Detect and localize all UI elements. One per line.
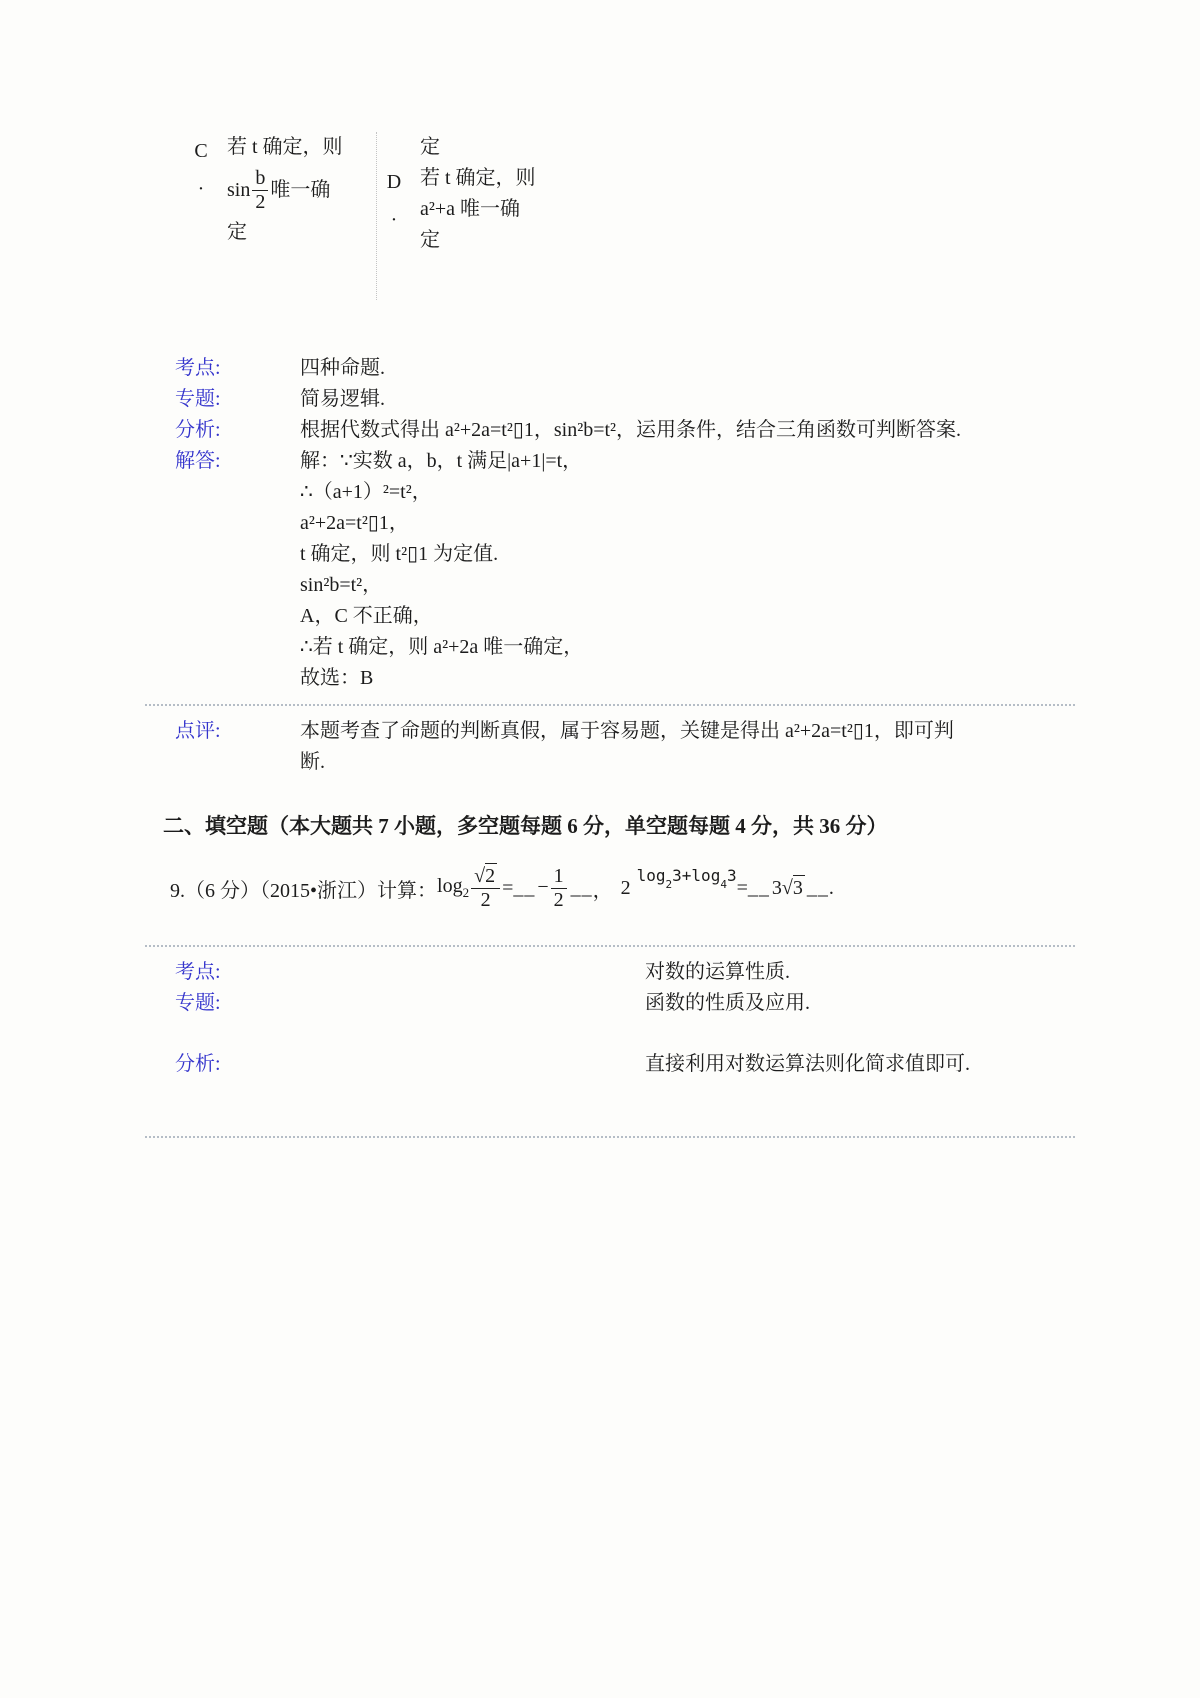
comment-row: [175, 716, 1090, 778]
topic-label: 专题:: [175, 388, 221, 410]
topic-value: 简易逻辑.: [300, 388, 385, 410]
equals-sign: =: [736, 876, 748, 899]
answer-3-sqrt-3: [772, 877, 805, 900]
option-c-letter: C: [194, 140, 208, 162]
exponent-subscript: 4: [720, 878, 727, 892]
answer-blank: __: [806, 876, 829, 899]
qa-block-2: [175, 945, 1090, 1138]
solution-value: [300, 446, 965, 694]
power-base-2: 2: [620, 876, 631, 899]
answer-blank: __: [747, 876, 770, 899]
question-9: [170, 859, 1090, 917]
comment-value: 本题考查了命题的判断真假，属于容易题，关键是得出 a²+2a=t²▯1，即可判断.: [300, 720, 954, 773]
radicand: 2: [485, 864, 496, 887]
option-c-line1: 若 t 确定，则: [227, 136, 343, 158]
fraction-numerator: b: [252, 168, 268, 191]
topic-label: 专题:: [175, 992, 221, 1014]
log-subscript: 2: [462, 885, 470, 900]
option-d-letter-column: [383, 132, 405, 300]
dotted-divider: [145, 704, 1075, 706]
topic-row: [175, 384, 1090, 415]
analysis-value: 直接利用对数运算法则化简求值即可.: [645, 1053, 970, 1075]
column-separator: [376, 132, 377, 300]
exponent-expression: $\log_23+\log_43$: [636, 865, 737, 892]
solution-row: [175, 446, 1090, 694]
options-table: [190, 132, 1090, 300]
log-base-2: $\log_2$: [437, 875, 470, 900]
exam-point-value: 对数的运算性质.: [645, 961, 790, 983]
fraction-denominator: 2: [480, 888, 491, 911]
fraction-denominator: 2: [553, 888, 564, 911]
fraction-b-over-2: [252, 168, 268, 213]
analysis-label: 分析:: [175, 419, 221, 441]
answer-blank: __: [513, 876, 536, 899]
topic-value: 函数的性质及应用.: [645, 992, 810, 1014]
analysis-value: 根据代数式得出 a²+2a=t²▯1，sin²b=t²，运用条件，结合三角函数可判断答案.: [300, 419, 962, 441]
sin-label: sin: [227, 178, 251, 201]
option-c-formula-line: [227, 163, 343, 217]
solution-line: sin²b=t²，: [300, 574, 383, 596]
option-c-after-fraction: 唯一确: [270, 178, 331, 201]
solution-line: ∴若 t 确定，则 a²+2a 唯一确定，: [300, 636, 584, 658]
solution-line: A，C 不正确，: [300, 605, 433, 627]
exponent-subscript: 2: [665, 878, 673, 892]
option-d-text: [405, 132, 536, 300]
fraction-1-over-2: [551, 866, 567, 911]
answer-negative-half: [537, 866, 568, 911]
topic-row: [175, 988, 1090, 1019]
option-c-line3: 定: [227, 221, 247, 243]
fraction-denominator: 2: [255, 190, 266, 213]
solution-label: 解答:: [175, 450, 221, 472]
solution-line: ∴（a+1）²=t²，: [300, 481, 432, 503]
spacer: [175, 330, 1090, 353]
period: .: [828, 876, 834, 899]
analysis-label: 分析:: [175, 1053, 221, 1075]
option-d-letter: D: [386, 171, 402, 193]
fraction-numerator: 1: [551, 866, 567, 889]
section-heading: 二、填空题（本大题共 7 小题，多空题每题 6 分，单空题每题 4 分，共 36 分）: [163, 814, 888, 838]
radicand: 3: [792, 876, 803, 899]
question-9-prefix: 9.（6 分）（2015•浙江）计算：: [170, 879, 438, 902]
option-d-dot: ·: [390, 209, 398, 231]
solution-line: t 确定，则 t²▯1 为定值.: [300, 543, 499, 565]
analysis-row: [175, 415, 1090, 446]
analysis-row: [175, 1049, 1090, 1080]
solution-line: 故选：B: [300, 667, 374, 689]
option-c-text: [212, 132, 343, 300]
option-d-line3: 定: [420, 229, 440, 251]
exam-point-label: 考点:: [175, 961, 221, 983]
fraction-sqrt2-over-2: [471, 866, 500, 911]
exam-point-row: [175, 957, 1090, 988]
solution-line: 解：∵实数 a，b，t 满足|a+1|=t，: [300, 450, 583, 472]
comma: ，: [592, 879, 613, 902]
answer-blank: __: [570, 876, 593, 899]
dotted-divider: [145, 945, 1075, 947]
option-d-line1: 若 t 确定，则: [420, 167, 536, 189]
exam-point-label: 考点:: [175, 357, 221, 379]
sqrt-symbol: √: [474, 864, 486, 887]
dotted-divider: [145, 1136, 1075, 1138]
option-c-cell: [190, 132, 370, 300]
sqrt-symbol: √: [781, 876, 793, 899]
exam-point-value: 四种命题.: [300, 357, 385, 379]
fraction-numerator: [471, 866, 500, 889]
exam-point-row: [175, 353, 1090, 384]
coefficient: 3: [771, 876, 782, 899]
solution-line: a²+2a=t²▯1，: [300, 512, 409, 534]
option-c-letter-column: [190, 132, 212, 300]
comment-label: 点评:: [175, 720, 221, 742]
option-d-line2: a²+a 唯一确: [420, 198, 521, 220]
option-d-overflow-line: 定: [420, 136, 440, 158]
option-c-dot: ·: [197, 178, 205, 200]
qa-block-1: [175, 353, 1090, 778]
spacer: [175, 300, 1090, 330]
option-d-cell: [383, 132, 553, 300]
minus-sign: −: [537, 875, 549, 898]
equals-sign: =: [502, 876, 514, 899]
